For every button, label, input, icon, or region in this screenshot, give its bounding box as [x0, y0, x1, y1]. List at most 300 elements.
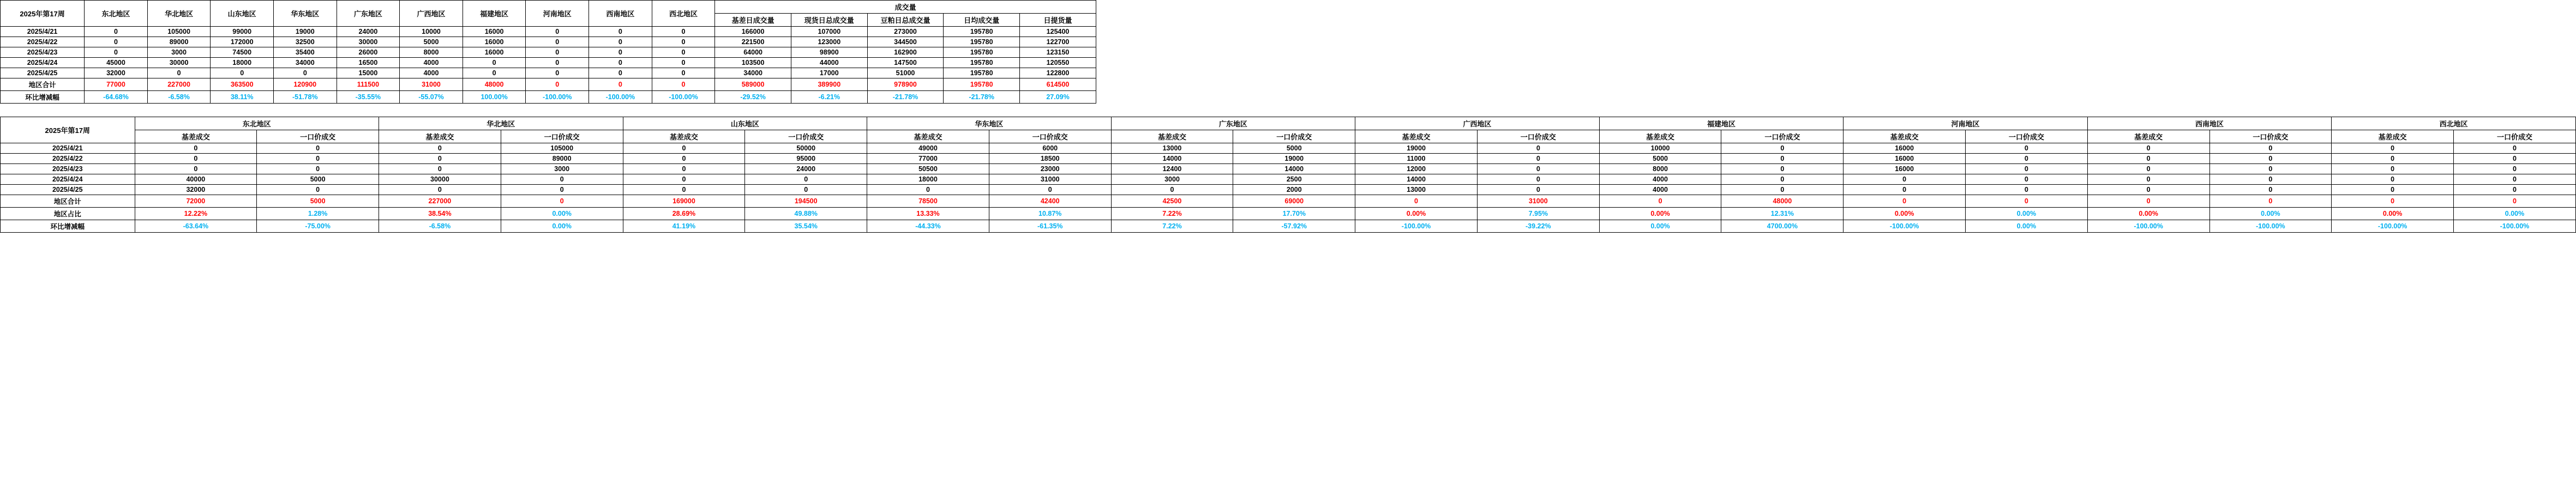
table1-total-label: 地区合计: [1, 78, 85, 91]
table2-change-cell: -100.00%: [1844, 220, 1966, 233]
table1-total-volume-cell: 195780: [944, 78, 1020, 91]
table2-cell: 95000: [745, 154, 867, 164]
table2-change-row: [1, 220, 2576, 233]
table2-region-4: 广东地区: [1111, 117, 1355, 130]
table1-corner-label: 2025年第17周: [1, 1, 85, 27]
table2-share-cell: 28.69%: [623, 208, 745, 220]
table1-group-header-row: [1, 1, 1096, 14]
table2-total-cell: 0: [501, 195, 623, 208]
table2-change-cell: -100.00%: [2454, 220, 2576, 233]
table1-cell: 34000: [273, 58, 337, 68]
table1-col-volume-0: 基差日成交量: [715, 14, 791, 27]
table2-cell: 4000: [1599, 174, 1721, 185]
table2-sub-basis-6: 基差成交: [1599, 130, 1721, 143]
table1-cell: 4000: [400, 58, 463, 68]
table2-total-cell: 0: [2332, 195, 2454, 208]
table2-cell: 0: [501, 174, 623, 185]
table1-cell: 0: [463, 58, 526, 68]
table2-cell: 0: [2087, 154, 2209, 164]
table2-cell: 11000: [1355, 154, 1478, 164]
table2-cell: 5000: [1599, 154, 1721, 164]
table2-cell: 8000: [1599, 164, 1721, 174]
table1-cell: 26000: [337, 47, 400, 58]
table2-cell: 0: [2087, 164, 2209, 174]
table2-cell: 5000: [257, 174, 379, 185]
table2-cell: 14000: [1355, 174, 1478, 185]
table2-cell: 0: [2332, 174, 2454, 185]
table2-change-cell: -100.00%: [1355, 220, 1478, 233]
table2-cell: 0: [989, 185, 1111, 195]
table1-volume-cell: 166000: [715, 27, 791, 37]
table2-total-cell: 169000: [623, 195, 745, 208]
table2-total-cell: 227000: [379, 195, 501, 208]
table2-cell: 0: [623, 185, 745, 195]
table2-cell: 0: [2454, 143, 2576, 154]
table2-cell: 0: [2454, 164, 2576, 174]
table1-change-cell: -64.68%: [85, 91, 148, 104]
table2-cell: 0: [135, 164, 257, 174]
table1-change-cell: -6.58%: [147, 91, 211, 104]
table2-cell: 0: [1844, 174, 1966, 185]
table2-cell: 0: [1721, 154, 1844, 164]
table2-share-cell: 10.87%: [989, 208, 1111, 220]
table1-cell: 0: [463, 68, 526, 78]
table2-cell: 4000: [1599, 185, 1721, 195]
table-row: [1, 174, 2576, 185]
table2-cell: 0: [1965, 174, 2087, 185]
table2-share-cell: 0.00%: [1844, 208, 1966, 220]
table2-cell: 0: [1111, 185, 1233, 195]
table2-share-label: 地区占比: [1, 208, 135, 220]
table1-cell: 89000: [147, 37, 211, 47]
table2-row-label: 2025/4/24: [1, 174, 135, 185]
table1-volume-cell: 107000: [791, 27, 867, 37]
table2-total-cell: 0: [1844, 195, 1966, 208]
table1-change-label: 环比增减幅: [1, 91, 85, 104]
table2-row-label: 2025/4/21: [1, 143, 135, 154]
table1-col-region-6: 福建地区: [463, 1, 526, 27]
table1-change-cell: -55.07%: [400, 91, 463, 104]
table2-share-cell: 38.54%: [379, 208, 501, 220]
table2-cell: 0: [2454, 154, 2576, 164]
table2-cell: 0: [257, 164, 379, 174]
table1-cell: 15000: [337, 68, 400, 78]
table2-cell: 19000: [1355, 143, 1478, 154]
table2-region-0: 东北地区: [135, 117, 379, 130]
table2-cell: 23000: [989, 164, 1111, 174]
table2-change-cell: 41.19%: [623, 220, 745, 233]
table1-col-region-5: 广西地区: [400, 1, 463, 27]
table2-row-label: 2025/4/25: [1, 185, 135, 195]
table2-region-9: 西北地区: [2332, 117, 2576, 130]
table1-cell: 0: [211, 68, 274, 78]
table2-change-cell: -6.58%: [379, 220, 501, 233]
table1-total-volume-cell: 589000: [715, 78, 791, 91]
table2-sub-fixed-3: 一口价成交: [989, 130, 1111, 143]
table2-cell: 0: [2209, 154, 2332, 164]
table1-cell: 16000: [463, 27, 526, 37]
table2-change-cell: -100.00%: [2209, 220, 2332, 233]
table1-volume-cell: 273000: [867, 27, 944, 37]
table1-volume-group-label: 成交量: [715, 1, 1096, 14]
table1-volume-cell: 64000: [715, 47, 791, 58]
table1-cell: 30000: [147, 58, 211, 68]
table2-cell: 0: [623, 174, 745, 185]
table2-total-cell: 0: [1965, 195, 2087, 208]
table1-change-volume-cell: -29.52%: [715, 91, 791, 104]
table2-sub-basis-0: 基差成交: [135, 130, 257, 143]
table1-cell: 0: [526, 68, 589, 78]
table2-cell: 0: [623, 143, 745, 154]
table2-share-cell: 7.22%: [1111, 208, 1233, 220]
table2-cell: 3000: [501, 164, 623, 174]
table1-row-label: 2025/4/22: [1, 37, 85, 47]
table2-cell: 30000: [379, 174, 501, 185]
table1-cell: 74500: [211, 47, 274, 58]
table1-cell: 0: [589, 27, 652, 37]
regional-basis-vs-fixed-price-table: [0, 117, 2576, 233]
table1-cell: 24000: [337, 27, 400, 37]
table2-sub-fixed-5: 一口价成交: [1477, 130, 1599, 143]
table2-change-cell: 7.22%: [1111, 220, 1233, 233]
table2-cell: 0: [1721, 174, 1844, 185]
table1-row-label: 2025/4/21: [1, 27, 85, 37]
table1-total-cell: 77000: [85, 78, 148, 91]
table2-change-cell: -100.00%: [2332, 220, 2454, 233]
table2-total-row: [1, 195, 2576, 208]
table-row: [1, 27, 1096, 37]
table2-cell: 2000: [1233, 185, 1355, 195]
table1-cell: 0: [589, 68, 652, 78]
table2-sub-fixed-0: 一口价成交: [257, 130, 379, 143]
table1-volume-cell: 344500: [867, 37, 944, 47]
table1-col-region-7: 河南地区: [526, 1, 589, 27]
table2-cell: 32000: [135, 185, 257, 195]
table1-cell: 16000: [463, 37, 526, 47]
table2-sub-fixed-2: 一口价成交: [745, 130, 867, 143]
table1-cell: 16000: [463, 47, 526, 58]
table2-change-cell: -75.00%: [257, 220, 379, 233]
table2-sub-fixed-8: 一口价成交: [2209, 130, 2332, 143]
table2-row-label: 2025/4/22: [1, 154, 135, 164]
table1-col-region-4: 广东地区: [337, 1, 400, 27]
table1-cell: 172000: [211, 37, 274, 47]
table2-cell: 19000: [1233, 154, 1355, 164]
table1-row-label: 2025/4/23: [1, 47, 85, 58]
table1-cell: 5000: [400, 37, 463, 47]
table2-total-cell: 72000: [135, 195, 257, 208]
table2-cell: 0: [379, 164, 501, 174]
table2-cell: 50500: [867, 164, 989, 174]
table2-share-cell: 0.00%: [2209, 208, 2332, 220]
table2-cell: 0: [1477, 154, 1599, 164]
table2-cell: 0: [501, 185, 623, 195]
table2-cell: 0: [1477, 185, 1599, 195]
table1-total-volume-cell: 389900: [791, 78, 867, 91]
table2-cell: 0: [867, 185, 989, 195]
table2-cell: 0: [1721, 143, 1844, 154]
table1-cell: 32500: [273, 37, 337, 47]
table1-cell: 16500: [337, 58, 400, 68]
table1-cell: 0: [589, 58, 652, 68]
table1-total-volume-cell: 978900: [867, 78, 944, 91]
table2-cell: 0: [2087, 143, 2209, 154]
table2-region-3: 华东地区: [867, 117, 1112, 130]
table1-volume-cell: 125400: [1020, 27, 1096, 37]
table1-volume-cell: 195780: [944, 47, 1020, 58]
table1-cell: 0: [652, 37, 715, 47]
table2-change-cell: 0.00%: [501, 220, 623, 233]
table1-volume-cell: 17000: [791, 68, 867, 78]
table2-cell: 0: [379, 154, 501, 164]
table1-row-label: 2025/4/25: [1, 68, 85, 78]
table1-cell: 4000: [400, 68, 463, 78]
table2-share-cell: 1.28%: [257, 208, 379, 220]
table1-col-region-8: 西南地区: [589, 1, 652, 27]
table2-sub-basis-9: 基差成交: [2332, 130, 2454, 143]
table1-volume-cell: 34000: [715, 68, 791, 78]
table1-cell: 0: [652, 47, 715, 58]
table2-sub-basis-4: 基差成交: [1111, 130, 1233, 143]
table1-cell: 0: [652, 27, 715, 37]
table1-change-cell: 100.00%: [463, 91, 526, 104]
table2-cell: 0: [2332, 143, 2454, 154]
table1-volume-cell: 195780: [944, 68, 1020, 78]
table2-cell: 0: [2209, 174, 2332, 185]
table1-volume-cell: 162900: [867, 47, 944, 58]
table1-volume-cell: 98900: [791, 47, 867, 58]
table1-cell: 35400: [273, 47, 337, 58]
table2-cell: 12400: [1111, 164, 1233, 174]
table2-region-6: 福建地区: [1599, 117, 1844, 130]
table2-region-8: 西南地区: [2087, 117, 2332, 130]
table1-total-cell: 120900: [273, 78, 337, 91]
table2-change-cell: -61.35%: [989, 220, 1111, 233]
table2-total-cell: 42500: [1111, 195, 1233, 208]
table1-col-region-0: 东北地区: [85, 1, 148, 27]
table2-cell: 0: [1965, 154, 2087, 164]
table2-share-cell: 0.00%: [2332, 208, 2454, 220]
table2-total-cell: 0: [2087, 195, 2209, 208]
table1-cell: 0: [147, 68, 211, 78]
table2-share-cell: 0.00%: [1965, 208, 2087, 220]
table1-col-region-9: 西北地区: [652, 1, 715, 27]
table2-cell: 14000: [1111, 154, 1233, 164]
table2-cell: 0: [623, 154, 745, 164]
table2-total-cell: 0: [2454, 195, 2576, 208]
table2-cell: 0: [1965, 164, 2087, 174]
table1-col-region-2: 山东地区: [211, 1, 274, 27]
table2-cell: 18500: [989, 154, 1111, 164]
table1-volume-cell: 123150: [1020, 47, 1096, 58]
table1-change-cell: -100.00%: [589, 91, 652, 104]
table2-total-cell: 69000: [1233, 195, 1355, 208]
table2-cell: 2500: [1233, 174, 1355, 185]
table1-total-cell: 227000: [147, 78, 211, 91]
table1-change-cell: -100.00%: [526, 91, 589, 104]
table2-cell: 0: [2209, 143, 2332, 154]
table1-volume-cell: 51000: [867, 68, 944, 78]
table2-region-2: 山东地区: [623, 117, 867, 130]
table2-cell: 0: [2209, 185, 2332, 195]
table2-corner-label: 2025年第17周: [1, 117, 135, 143]
table1-volume-cell: 123000: [791, 37, 867, 47]
table2-change-cell: 35.54%: [745, 220, 867, 233]
table2-change-cell: 0.00%: [1965, 220, 2087, 233]
table-row: [1, 37, 1096, 47]
table2-cell: 0: [379, 185, 501, 195]
table1-cell: 99000: [211, 27, 274, 37]
table2-cell: 0: [1965, 185, 2087, 195]
table2-sub-basis-7: 基差成交: [1844, 130, 1966, 143]
table1-cell: 3000: [147, 47, 211, 58]
table2-change-cell: -100.00%: [2087, 220, 2209, 233]
table2-cell: 77000: [867, 154, 989, 164]
table1-col-region-1: 华北地区: [147, 1, 211, 27]
table2-cell: 6000: [989, 143, 1111, 154]
table2-cell: 0: [1477, 143, 1599, 154]
table2-share-cell: 0.00%: [2454, 208, 2576, 220]
table2-change-cell: -57.92%: [1233, 220, 1355, 233]
table1-total-row: [1, 78, 1096, 91]
table1-volume-cell: 195780: [944, 58, 1020, 68]
table2-cell: 0: [1844, 185, 1966, 195]
table2-total-label: 地区合计: [1, 195, 135, 208]
table1-volume-cell: 122800: [1020, 68, 1096, 78]
table1-cell: 0: [85, 47, 148, 58]
table1-volume-cell: 44000: [791, 58, 867, 68]
table2-sub-fixed-1: 一口价成交: [501, 130, 623, 143]
table2-cell: 5000: [1233, 143, 1355, 154]
table2-cell: 0: [745, 174, 867, 185]
table1-total-cell: 48000: [463, 78, 526, 91]
table-row: [1, 185, 2576, 195]
table1-change-volume-cell: -21.78%: [944, 91, 1020, 104]
table1-col-volume-3: 日均成交量: [944, 14, 1020, 27]
table1-cell: 32000: [85, 68, 148, 78]
table2-change-cell: -44.33%: [867, 220, 989, 233]
table1-col-region-3: 华东地区: [273, 1, 337, 27]
table2-sub-basis-8: 基差成交: [2087, 130, 2209, 143]
table1-change-volume-cell: -6.21%: [791, 91, 867, 104]
table2-change-label: 环比增减幅: [1, 220, 135, 233]
table1-cell: 0: [589, 47, 652, 58]
table2-cell: 49000: [867, 143, 989, 154]
table1-body: [1, 27, 1096, 104]
table2-share-cell: 17.70%: [1233, 208, 1355, 220]
table1-change-volume-cell: -21.78%: [867, 91, 944, 104]
table2-total-cell: 0: [1599, 195, 1721, 208]
table2-share-cell: 0.00%: [1599, 208, 1721, 220]
table2-subheader-row: [1, 130, 2576, 143]
table-row: [1, 47, 1096, 58]
table2-total-cell: 0: [1355, 195, 1478, 208]
table2-body: [1, 143, 2576, 233]
table2-cell: 31000: [989, 174, 1111, 185]
table1-cell: 0: [652, 68, 715, 78]
table2-share-cell: 0.00%: [501, 208, 623, 220]
table2-share-cell: 7.95%: [1477, 208, 1599, 220]
table2-cell: 18000: [867, 174, 989, 185]
table2-cell: 0: [2332, 164, 2454, 174]
table2-cell: 0: [1477, 164, 1599, 174]
table1-cell: 105000: [147, 27, 211, 37]
table2-cell: 10000: [1599, 143, 1721, 154]
table2-cell: 0: [1721, 164, 1844, 174]
table1-change-cell: -100.00%: [652, 91, 715, 104]
table1-col-volume-2: 豆粕日总成交量: [867, 14, 944, 27]
table1-cell: 0: [85, 37, 148, 47]
table1-row-label: 2025/4/24: [1, 58, 85, 68]
table2-header: [1, 117, 2576, 143]
table1-cell: 30000: [337, 37, 400, 47]
table1-total-cell: 0: [589, 78, 652, 91]
table2-cell: 24000: [745, 164, 867, 174]
table1-total-cell: 111500: [337, 78, 400, 91]
table2-cell: 0: [135, 154, 257, 164]
regional-volume-table: [0, 0, 1096, 104]
table2-cell: 0: [1721, 185, 1844, 195]
table2-cell: 50000: [745, 143, 867, 154]
table1-change-volume-cell: 27.09%: [1020, 91, 1096, 104]
table2-cell: 0: [257, 154, 379, 164]
table1-cell: 0: [526, 58, 589, 68]
table-row: [1, 58, 1096, 68]
table2-cell: 0: [2454, 185, 2576, 195]
table2-cell: 0: [1965, 143, 2087, 154]
table-gap-divider: [0, 104, 2576, 117]
table2-sub-basis-5: 基差成交: [1355, 130, 1478, 143]
table1-cell: 8000: [400, 47, 463, 58]
table2-sub-basis-3: 基差成交: [867, 130, 989, 143]
table2-cell: 0: [257, 185, 379, 195]
table2-total-cell: 5000: [257, 195, 379, 208]
table2-cell: 13000: [1111, 143, 1233, 154]
table2-cell: 12000: [1355, 164, 1478, 174]
table2-total-cell: 78500: [867, 195, 989, 208]
table2-region-1: 华北地区: [379, 117, 623, 130]
table1-change-cell: 38.11%: [211, 91, 274, 104]
table1-volume-cell: 195780: [944, 27, 1020, 37]
table2-cell: 16000: [1844, 143, 1966, 154]
table2-cell: 105000: [501, 143, 623, 154]
table1-change-row: [1, 91, 1096, 104]
table1-cell: 0: [526, 37, 589, 47]
table2-sub-fixed-6: 一口价成交: [1721, 130, 1844, 143]
table1-cell: 10000: [400, 27, 463, 37]
table2-cell: 13000: [1355, 185, 1478, 195]
table2-cell: 14000: [1233, 164, 1355, 174]
table2-cell: 3000: [1111, 174, 1233, 185]
table2-cell: 0: [623, 164, 745, 174]
table2-cell: 16000: [1844, 154, 1966, 164]
table2-cell: 40000: [135, 174, 257, 185]
table2-sub-fixed-4: 一口价成交: [1233, 130, 1355, 143]
table-row: [1, 154, 2576, 164]
table2-cell: 0: [745, 185, 867, 195]
table2-cell: 0: [379, 143, 501, 154]
table1-volume-cell: 195780: [944, 37, 1020, 47]
table1-change-cell: -51.78%: [273, 91, 337, 104]
spreadsheet-container: [0, 0, 2576, 233]
table1-volume-cell: 147500: [867, 58, 944, 68]
table1-cell: 0: [526, 27, 589, 37]
table2-region-5: 广西地区: [1355, 117, 1600, 130]
table2-cell: 0: [2454, 174, 2576, 185]
table2-share-row: [1, 208, 2576, 220]
table2-sub-fixed-7: 一口价成交: [1965, 130, 2087, 143]
table2-cell: 0: [1477, 174, 1599, 185]
